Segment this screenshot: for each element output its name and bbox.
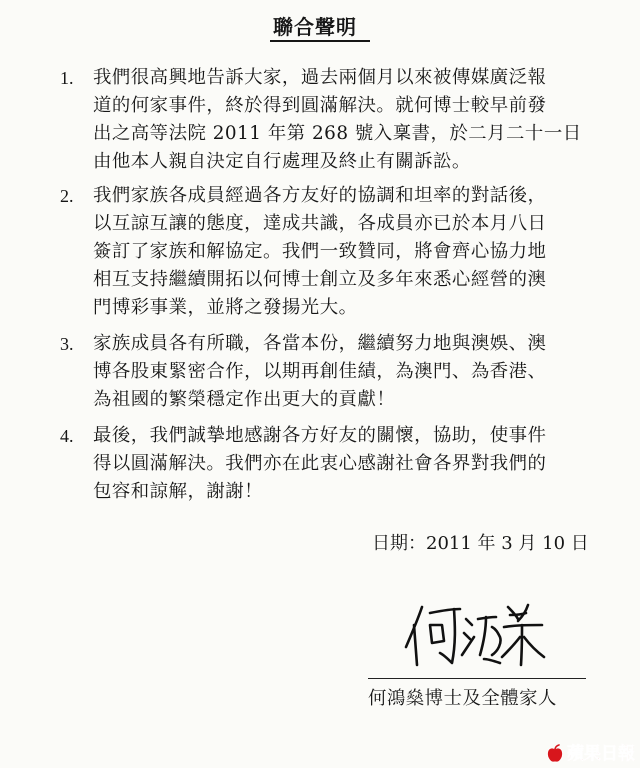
paragraph-line: 包容和諒解，謝謝！ (93, 481, 264, 502)
paragraph-line: 以互諒互讓的態度，達成共識，各成員亦已於本月八日 (93, 213, 547, 234)
paragraph-line: 為祖國的繁榮穩定作出更大的貢獻！ (93, 389, 396, 410)
paragraph-line: 博各股東緊密合作，以期再創佳績，為澳門、為香港、 (93, 361, 547, 382)
watermark-text: 蘋果日報 (567, 744, 635, 764)
newspaper-watermark (545, 740, 640, 768)
paragraph-line: 道的何家事件，終於得到圓滿解決。就何博士較早前發 (93, 95, 547, 116)
paragraph-line: 家族成員各有所職，各當本份，繼續努力地與澳娛、澳 (93, 333, 547, 354)
statement-date: 日期：2011 年 3 月 10 日 (372, 533, 589, 554)
document-title: 聯合聲明 (273, 15, 357, 39)
paragraph-line: 最後，我們誠摯地感謝各方好友的關懷，協助，使事件 (93, 425, 547, 446)
paragraph-line: 門博彩事業，並將之發揚光大。 (93, 297, 358, 318)
paragraph-line: 得以圓滿解決。我們亦在此衷心感謝社會各界對我們的 (93, 453, 547, 474)
paragraph-line: 相互支持繼續開拓以何博士創立及多年來悉心經營的澳 (93, 269, 547, 290)
paragraph-line: 我們家族各成員經過各方友好的協調和坦率的對話後， (93, 185, 547, 206)
signer-name: 何鴻燊博士及全體家人 (368, 688, 557, 709)
apple-logo-icon (545, 744, 565, 764)
paragraph-number: 2. (60, 186, 74, 206)
signature-line (368, 678, 586, 679)
paragraph-line: 簽訂了家族和解協定。我們一致贊同，將會齊心協力地 (93, 241, 547, 262)
paragraph-number: 3. (60, 334, 74, 354)
paragraph-line: 由他本人親自決定自行處理及終止有關訴訟。 (93, 151, 471, 172)
handwritten-signature (400, 585, 550, 675)
paragraph-number: 1. (60, 68, 74, 88)
title-underline (270, 40, 370, 42)
paragraph-line: 我們很高興地告訴大家，過去兩個月以來被傳媒廣泛報 (93, 67, 547, 88)
paragraph-line: 出之高等法院 2011 年第 268 號入稟書，於二月二十一日 (93, 123, 582, 144)
paragraph-number: 4. (60, 426, 74, 446)
